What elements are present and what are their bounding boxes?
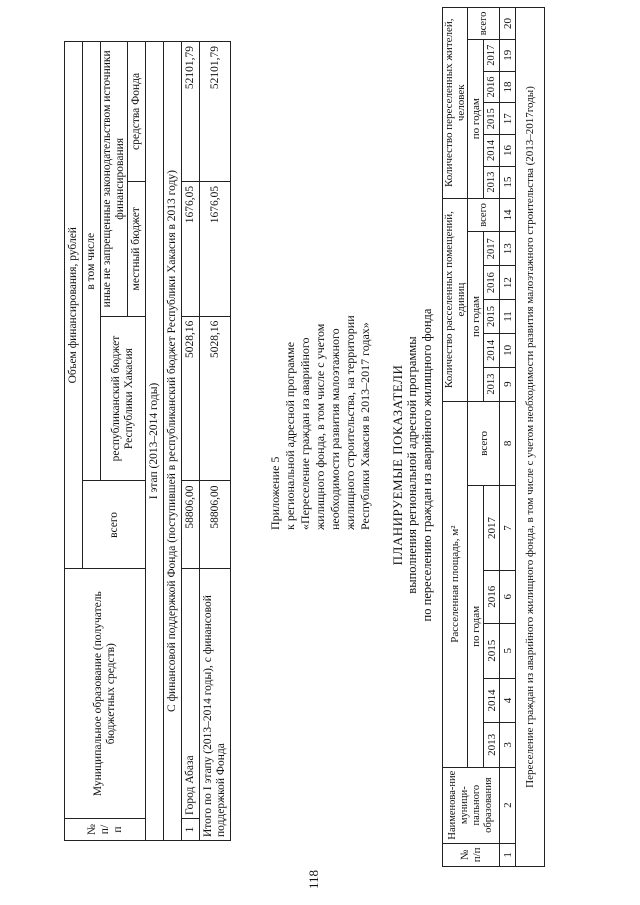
financing-table [64,41,231,841]
row-republic: 5028,16 [182,316,200,481]
t2-residents-year: 2014 [484,135,500,167]
col-other-sources-header: иные не запрещенные законодательством источники финансирования [101,42,128,317]
appendix-title: Приложение 5 [268,456,282,530]
t2-premises-year: 2016 [484,266,500,300]
col-including-header: в том числе [83,42,101,481]
t2-premises-year: 2015 [484,300,500,334]
t2-col-residents-header: Количество переселенных жителей, человек [443,8,468,199]
row-fund: 52101,79 [182,42,200,182]
t2-premises-total: всего [468,198,500,232]
t2-residents-year: 2015 [484,103,500,135]
col-number: 6 [500,570,516,623]
col-fund-header: средства Фонда [128,42,146,182]
appendix-note [268,280,373,530]
col-number: 2 [500,767,516,843]
t2-premises-year: 2014 [484,333,500,367]
t2-residents-year: 2016 [484,71,500,103]
t2-section-row: Переселение граждан из аварийного жилищного фонда, в том числе с учетом необходимости развития малоэтажного строительства (2013–2017годы) [516,8,545,867]
row-total: 58806,00 [182,481,200,569]
t2-area-total: всего [468,401,500,486]
t2-residents-year: 2017 [484,39,500,71]
col-number: 15 [500,166,516,198]
col-republic-header: республиканский бюджет Республики Хакасия [101,316,146,481]
col-local-header: местный бюджет [128,181,146,316]
col-number: 5 [500,623,516,678]
t2-col-area-header: Расселенная площадь, м² [443,401,468,767]
total-row-fund: 52101,79 [200,42,231,182]
col-number: 14 [500,198,516,232]
total-row-total: 58806,00 [200,481,231,569]
col-total-header: всего [83,481,146,569]
t2-premises-by-years: по годам [468,232,484,401]
total-row-local: 1676,05 [200,181,231,316]
t2-area-by-years: по годам [468,486,484,767]
col-number: 18 [500,71,516,103]
t2-premises-year: 2013 [484,367,500,401]
column-numbers-row [500,8,516,867]
indicators-table [442,7,545,867]
col-number: 1 [500,843,516,866]
total-row [200,42,231,841]
col-number: 9 [500,367,516,401]
t2-col-no-header: № п/п [443,843,500,866]
heading-line2: по переселению граждан из аварийного жилищного фонда [420,308,434,622]
col-number: 17 [500,103,516,135]
total-row-republic: 5028,16 [200,316,231,481]
page-number: 118 [306,869,321,889]
col-volume-header: Объем финансирования, рублей [65,42,83,569]
t2-residents-total: всего [468,8,500,40]
col-municipality-header: Муниципальное образование (получатель бюджетных средств) [65,569,146,819]
t2-area-year: 2017 [484,486,500,571]
t2-col-name-header: Наименова-ние муници-пального образования [443,767,500,843]
stage-row: I этап (2013–2014 годы) [146,42,164,841]
col-no-header: № п/п [65,819,146,841]
col-number: 20 [500,8,516,40]
appendix-text: к региональной адресной программе «Переселение граждан из аварийного жилищного фонда, в том числе с учетом необходимости развития малоэтажного жилищного строительства, на территории Республики Хакасия в 2013–2017 годах» [283,315,372,530]
col-number: 7 [500,486,516,571]
row-no: 1 [182,819,200,841]
t2-premises-year: 2017 [484,232,500,266]
section-row: С финансовой поддержкой Фонда (поступившей в республиканский бюджет Республики Хакасия в 2013 году) [164,42,182,841]
heading-title: ПЛАНИРУЕМЫЕ ПОКАЗАТЕЛИ [390,364,405,566]
section-heading [390,285,435,645]
total-row-label: Итого по I этапу (2013–2014 годы), с финансовой поддержкой Фонда [200,569,231,841]
t2-col-premises-header: Количество расселенных помещений, единиц [443,198,468,401]
col-number: 16 [500,135,516,167]
t2-area-year: 2013 [484,723,500,767]
t2-area-year: 2016 [484,570,500,623]
t2-residents-year: 2013 [484,166,500,198]
row-local: 1676,05 [182,181,200,316]
col-number: 10 [500,333,516,367]
col-number: 8 [500,401,516,486]
t2-area-year: 2014 [484,678,500,722]
t2-area-year: 2015 [484,623,500,678]
col-number: 12 [500,266,516,300]
table-row [182,42,200,841]
col-number: 19 [500,39,516,71]
heading-line1: выполнения региональной адресной программы [405,336,419,594]
t2-residents-by-years: по годам [468,39,484,198]
col-number: 3 [500,723,516,767]
col-number: 4 [500,678,516,722]
col-number: 13 [500,232,516,266]
row-municipality: Город Абаза [182,569,200,819]
col-number: 11 [500,300,516,334]
